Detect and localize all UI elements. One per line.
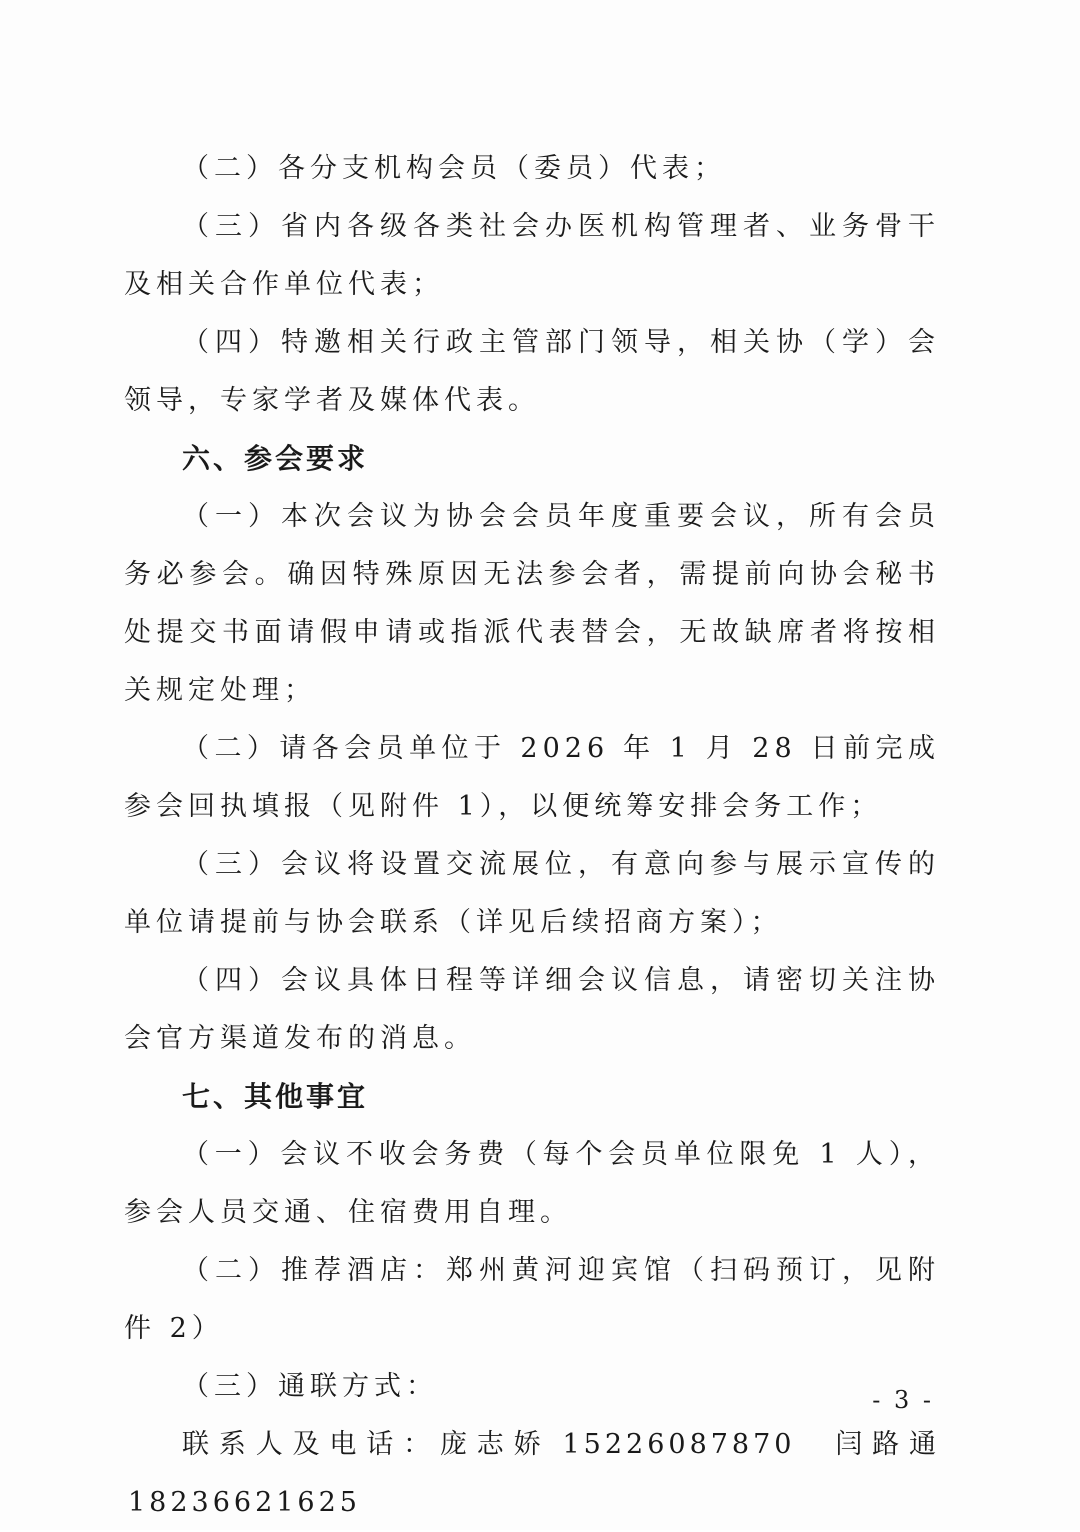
paragraph-requirement-1: （一）本次会议为协会会员年度重要会议，所有会员务必参会。确因特殊原因无法参会者，需提前向协会秘书处提交书面请假申请或指派代表替会，无故缺席者将按相关规定处理；: [124, 501, 940, 706]
contact-person-2: 闫路通: [829, 1429, 941, 1460]
paragraph-other-1: （一）会议不收会务费（每个会员单位限免 1 人），参会人员交通、住宿费用自理。: [124, 1139, 940, 1228]
paragraph-requirement-4: （四）会议具体日程等详细会议信息，请密切关注协会官方渠道发布的消息。: [124, 965, 940, 1054]
paragraph-attendees-branch: （二）各分支机构会员（委员）代表；: [182, 153, 726, 184]
paragraph-other-3: （三）通联方式：: [182, 1371, 438, 1402]
contact-line: [124, 1416, 940, 1532]
document-body: [124, 140, 940, 1532]
paragraph-requirement-3: （三）会议将设置交流展位，有意向参与展示宣传的单位请提前与协会联系（详见后续招商方案）；: [124, 849, 940, 938]
paragraph-other-2: （二）推荐酒店：郑州黄河迎宾馆（扫码预订，见附件 2）: [124, 1255, 940, 1344]
contact-label: 联系人及电话：: [182, 1429, 440, 1460]
paragraph-attendees-institutions: （三）省内各级各类社会办医机构管理者、业务骨干及相关合作单位代表；: [124, 211, 940, 300]
paragraph-requirement-2: （二）请各会员单位于 2026 年 1 月 28 日前完成参会回执填报（见附件 1），以便统筹安排会务工作；: [124, 733, 940, 822]
section-heading-other: 七、其他事宜: [182, 1080, 369, 1113]
page-number: - 3 -: [872, 1386, 934, 1414]
contact-person-1: 庞志娇: [439, 1429, 551, 1460]
paragraph-attendees-invited: （四）特邀相关行政主管部门领导，相关协（学）会领导，专家学者及媒体代表。: [124, 327, 940, 416]
contact-phone-1: 15226087870: [562, 1429, 796, 1460]
contact-phone-2: 18236621625: [128, 1487, 361, 1518]
section-heading-requirements: 六、参会要求: [182, 442, 369, 475]
